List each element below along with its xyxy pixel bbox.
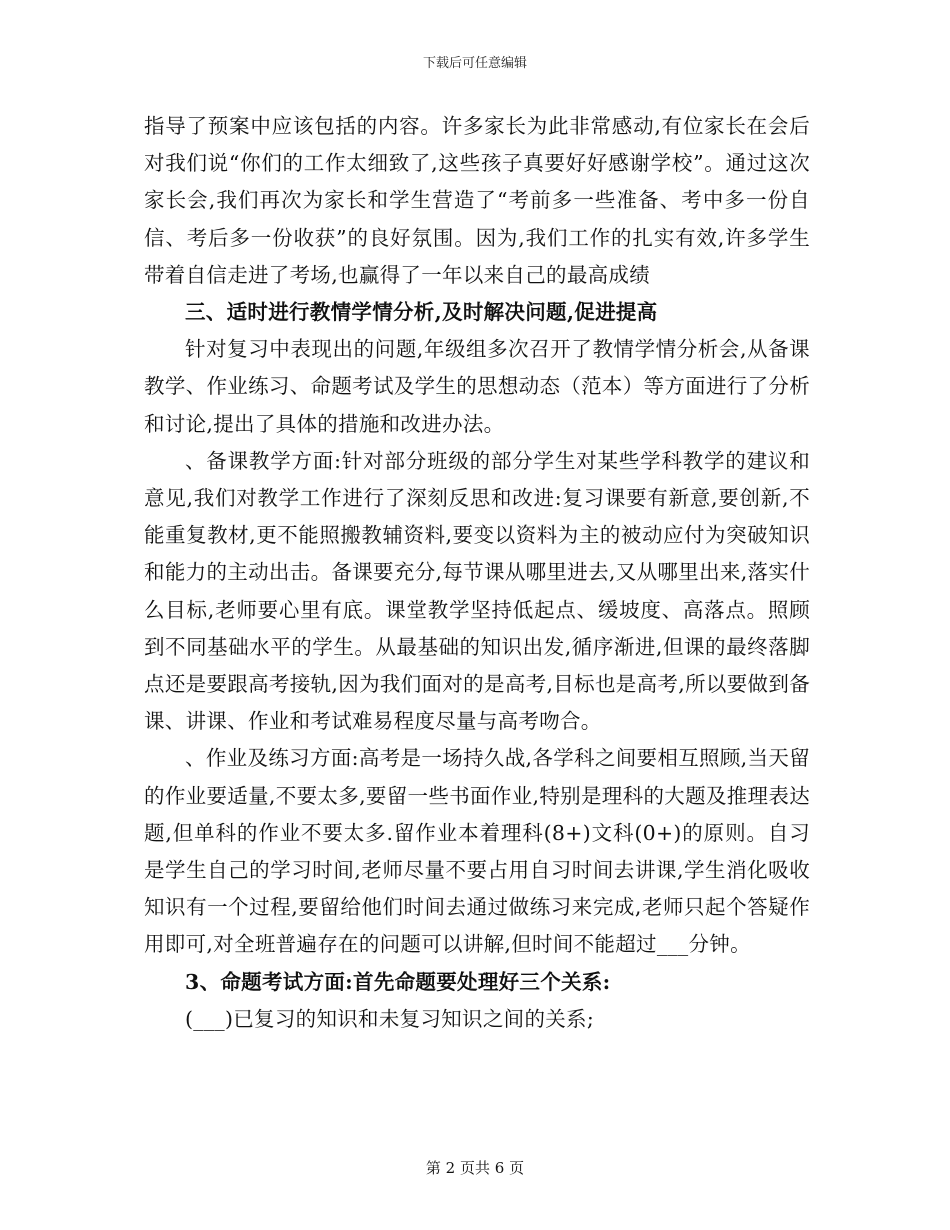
paragraph-analysis-intro: 针对复习中表现出的问题,年级组多次召开了教情学情分析会,从备课教学、作业练习、命题考试及学生的思想动态（范本）等方面进行了分析和讨论,提出了具体的措施和改进办法。 [144,337,810,436]
paragraph-homework: 、作业及练习方面:高考是一场持久战,各学科之间要相互照顾,当天留的作业要适量,不要太多,要留一些书面作业,特别是理科的大题及推理表达题,但单科的作业不要太多.留作业本着理科(8+)文科(0+)的原则。自习是学生自己的学习时间,老师尽量不要占用自习时间去讲课,学生消化吸收知识有一个过程,要留给他们时间去通过做练习来完成,老师只起个答疑作用即可,对全班普遍存在的问题可以讲解,但时间不能超过___分钟。 [144,746,810,957]
paragraph-continuation: 指导了预案中应该包括的内容。许多家长为此非常感动,有位家长在会后对我们说“你们的工作太细致了,这些孩子真要好好感谢学校”。通过这次家长会,我们再次为家长和学生营造了“考前多一些准备、考中多一份自信、考后多一份收获”的良好氛围。因为,我们工作的扎实有效,许多学生带着自信走进了考场,也赢得了一年以来自己的最高成绩 [144,114,810,287]
paragraph-lesson-prep: 、备课教学方面:针对部分班级的部分学生对某些学科教学的建议和意见,我们对教学工作进行了深刻反思和改进:复习课要有新意,要创新,不能重复教材,更不能照搬教辅资料,要变以资料为主的被动应付为突破知识和能力的主动出击。备课要充分,每节课从哪里进去,又从哪里出来,落实什么目标,老师要心里有底。课堂教学坚持低起点、缓坡度、高落点。照顾到不同基础水平的学生。从最基础的知识出发,循序渐进,但课的最终落脚点还是要跟高考接轨,因为我们面对的是高考,目标也是高考,所以要做到备课、讲课、作业和考试难易程度尽量与高考吻合。 [144,448,810,734]
page-header: 下载后可任意编辑 [422,56,527,71]
document-body [144,108,810,1038]
subheading-exam-design: 3、命题考试方面:首先命题要处理好三个关系: [185,969,611,994]
paragraph-relation-1: (___)已复习的知识和未复习知识之间的关系; [185,1006,595,1031]
section-heading-3: 三、适时进行教情学情分析,及时解决问题,促进提高 [185,300,658,325]
page-footer: 第 2 页共 6 页 [425,1159,525,1177]
